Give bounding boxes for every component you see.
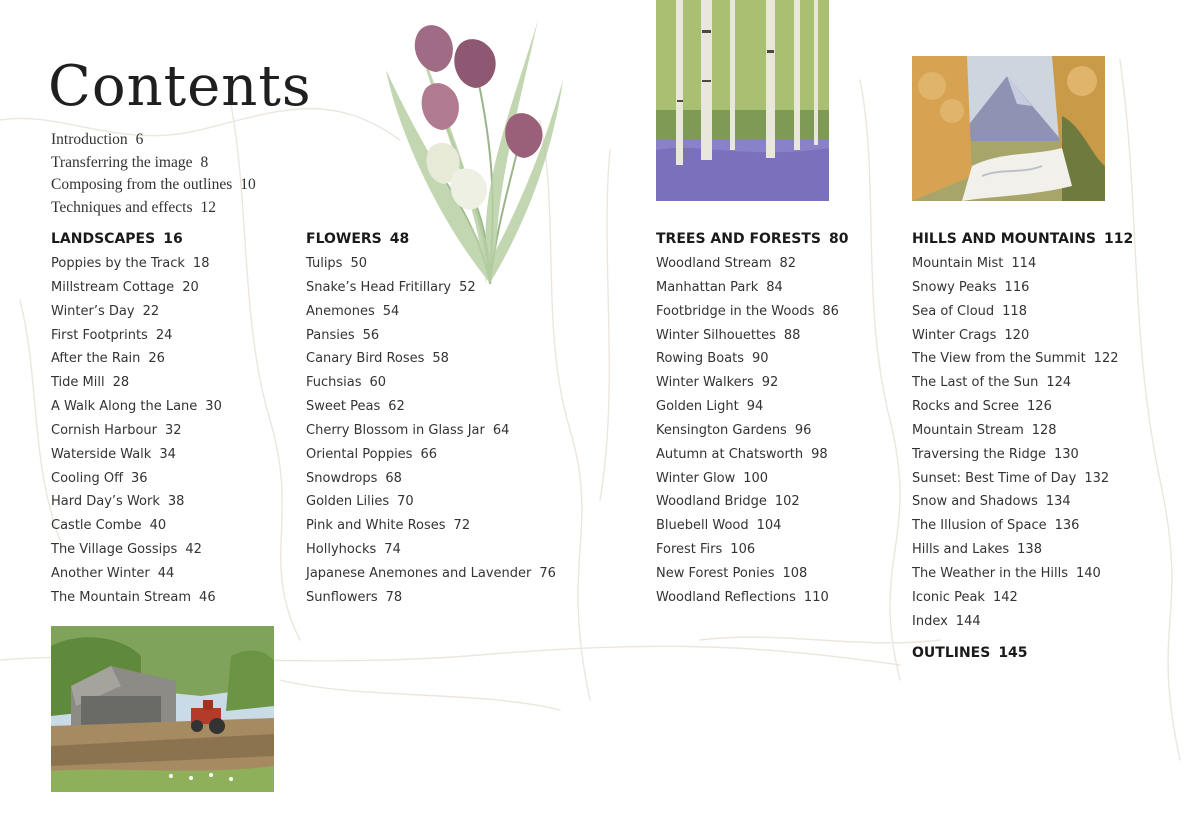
toc-entry[interactable] — [912, 371, 1162, 395]
entry-label: Pink and White Roses — [306, 518, 446, 534]
entry-label: Tulips — [306, 256, 343, 271]
entry-page: 44 — [157, 565, 175, 581]
entry-page: 30 — [205, 399, 222, 415]
entry-page: 92 — [761, 375, 779, 391]
toc-entry[interactable] — [656, 324, 906, 348]
entry-label: Hills and Lakes — [912, 542, 1010, 558]
toc-entry[interactable] — [656, 443, 906, 467]
toc-entry[interactable] — [51, 443, 301, 467]
section-heading[interactable] — [656, 228, 906, 250]
toc-entry[interactable] — [912, 324, 1162, 348]
toc-entry[interactable] — [306, 300, 556, 324]
entry-page: 120 — [1004, 327, 1030, 343]
entry-page: 98 — [811, 446, 828, 462]
entry-label: Traversing the Ridge — [912, 446, 1046, 462]
entry-page: 38 — [167, 494, 185, 510]
intro-item[interactable] — [51, 197, 291, 220]
toc-entry[interactable] — [51, 490, 301, 514]
toc-entry[interactable] — [656, 347, 906, 371]
entry-page: 114 — [1011, 256, 1037, 271]
entry-page: 46 — [199, 589, 216, 605]
entry-label: Rocks and Scree — [912, 399, 1020, 415]
entry-page: 58 — [432, 351, 449, 367]
entry-label: The Mountain Stream — [51, 589, 192, 605]
entry-label: The Illusion of Space — [912, 518, 1047, 534]
entry-page: 136 — [1054, 518, 1080, 534]
entry-page: 32 — [165, 422, 182, 438]
section-trees-and-forests — [656, 228, 906, 610]
entry-label: Fuchsias — [306, 375, 362, 391]
entry-page: 64 — [492, 422, 510, 438]
toc-entry[interactable] — [656, 514, 906, 538]
entry-label: Woodland Reflections — [656, 589, 796, 605]
toc-entry[interactable] — [306, 395, 556, 419]
entry-label: Rowing Boats — [656, 351, 744, 367]
outlines-heading[interactable] — [912, 642, 1162, 664]
toc-entry[interactable] — [306, 443, 556, 467]
entry-page: 24 — [155, 327, 173, 343]
toc-entry[interactable] — [912, 395, 1162, 419]
section-page: 16 — [163, 231, 183, 247]
entry-page: 42 — [185, 542, 202, 558]
entry-page: 126 — [1027, 399, 1052, 415]
entry-label: Mountain Mist — [912, 256, 1004, 271]
toc-entry[interactable] — [51, 324, 301, 348]
barn-tractor-painting — [51, 626, 274, 792]
entry-label: Winter Glow — [656, 470, 736, 486]
entry-page: 128 — [1031, 422, 1057, 438]
section-hills-and-mountains — [912, 228, 1162, 666]
toc-entry[interactable] — [912, 514, 1162, 538]
toc-entry[interactable] — [306, 467, 556, 491]
entry-page: 138 — [1017, 542, 1042, 558]
intro-item[interactable] — [51, 152, 291, 175]
entry-label: The Last of the Sun — [912, 375, 1039, 391]
entry-page: 134 — [1045, 494, 1071, 510]
intro-label: Transferring the image — [51, 153, 193, 171]
section-title: HILLS AND MOUNTAINS — [912, 231, 1096, 247]
entry-label: Snowdrops — [306, 470, 378, 486]
toc-entry[interactable] — [51, 371, 301, 395]
entry-label: Oriental Poppies — [306, 446, 413, 462]
entry-label: Pansies — [306, 327, 355, 343]
toc-entry[interactable] — [656, 371, 906, 395]
toc-entry[interactable] — [656, 276, 906, 300]
entry-page: 20 — [182, 279, 199, 295]
entry-label: Iconic Peak — [912, 589, 985, 605]
entry-label: Woodland Bridge — [656, 494, 767, 510]
entry-page: 40 — [149, 518, 167, 534]
entry-page: 72 — [453, 518, 471, 534]
entry-label: Sea of Cloud — [912, 303, 995, 319]
entry-label: Autumn at Chatsworth — [656, 446, 804, 462]
entry-page: 34 — [159, 446, 176, 462]
entry-label: Mountain Stream — [912, 422, 1024, 438]
mountain-stream-painting — [912, 56, 1105, 201]
toc-entry[interactable] — [912, 252, 1162, 276]
intro-list — [51, 129, 291, 219]
toc-entry[interactable] — [656, 252, 906, 276]
entry-label: Castle Combe — [51, 518, 142, 534]
entry-label: After the Rain — [51, 351, 141, 367]
entry-page: 108 — [782, 565, 808, 581]
entry-label: Cherry Blossom in Glass Jar — [306, 422, 485, 438]
entry-page: 104 — [756, 518, 782, 534]
toc-entry[interactable] — [306, 347, 556, 371]
entry-page: 74 — [384, 542, 401, 558]
intro-page: 8 — [200, 153, 209, 171]
entry-label: Snowy Peaks — [912, 279, 997, 295]
entry-page: 130 — [1054, 446, 1079, 462]
section-heading[interactable] — [912, 228, 1162, 250]
entry-page: 140 — [1076, 565, 1101, 581]
entry-label: The Village Gossips — [51, 542, 178, 558]
toc-entry[interactable] — [306, 538, 556, 562]
entry-label: Manhattan Park — [656, 279, 759, 295]
bluebell-wood-painting — [656, 0, 829, 201]
entry-label: Hollyhocks — [306, 542, 377, 558]
entry-page: 122 — [1093, 351, 1119, 367]
section-title: TREES AND FORESTS — [656, 231, 821, 247]
toc-entry[interactable] — [912, 610, 1162, 634]
entry-page: 102 — [774, 494, 800, 510]
entry-label: Sunset: Best Time of Day — [912, 470, 1077, 486]
toc-entry[interactable] — [51, 538, 301, 562]
section-heading[interactable] — [51, 228, 301, 250]
toc-entry[interactable] — [912, 562, 1162, 586]
entry-page: 36 — [131, 470, 148, 486]
entry-label: Golden Light — [656, 399, 739, 415]
entry-page: 106 — [730, 542, 756, 558]
intro-page: 12 — [200, 198, 217, 216]
toc-entry[interactable] — [51, 252, 301, 276]
intro-label: Composing from the outlines — [51, 176, 233, 194]
toc-entry[interactable] — [656, 490, 906, 514]
entry-label: Japanese Anemones and Lavender — [306, 565, 532, 581]
entry-label: Anemones — [306, 303, 375, 319]
entry-page: 18 — [192, 256, 210, 271]
toc-entry[interactable] — [306, 490, 556, 514]
entry-page: 88 — [783, 327, 801, 343]
entry-label: Waterside Walk — [51, 446, 152, 462]
section-landscapes — [51, 228, 301, 610]
entry-page: 86 — [822, 303, 839, 319]
intro-item[interactable] — [51, 174, 291, 197]
toc-entry[interactable] — [656, 562, 906, 586]
toc-entry[interactable] — [306, 419, 556, 443]
entry-page: 52 — [459, 279, 476, 295]
section-page: 145 — [998, 644, 1028, 661]
toc-entry[interactable] — [912, 490, 1162, 514]
toc-entry[interactable] — [306, 371, 556, 395]
entry-page: 94 — [746, 399, 764, 415]
toc-entry[interactable] — [912, 276, 1162, 300]
entry-page: 60 — [369, 375, 387, 391]
toc-entry[interactable] — [306, 324, 556, 348]
section-page: 112 — [1104, 231, 1134, 247]
intro-item[interactable] — [51, 129, 291, 152]
entry-label: New Forest Ponies — [656, 565, 775, 581]
entry-page: 66 — [420, 446, 437, 462]
toc-entry[interactable] — [51, 300, 301, 324]
fritillary-painting — [378, 0, 568, 285]
toc-entry[interactable] — [51, 419, 301, 443]
toc-entry[interactable] — [51, 395, 301, 419]
toc-entry[interactable] — [656, 395, 906, 419]
toc-entry[interactable] — [656, 300, 906, 324]
entry-label: The Weather in the Hills — [912, 565, 1069, 581]
section-page: 80 — [829, 231, 849, 247]
entry-label: Canary Bird Roses — [306, 351, 425, 367]
entry-label: Sweet Peas — [306, 399, 381, 415]
toc-entry[interactable] — [51, 467, 301, 491]
toc-entry[interactable] — [51, 586, 301, 610]
toc-entry[interactable] — [51, 276, 301, 300]
toc-entry[interactable] — [912, 467, 1162, 491]
entry-page: 56 — [362, 327, 380, 343]
toc-entry[interactable] — [51, 514, 301, 538]
entry-page: 96 — [794, 422, 812, 438]
entry-page: 62 — [388, 399, 405, 415]
entry-page: 68 — [385, 470, 402, 486]
section-flowers — [306, 228, 556, 610]
entry-page: 84 — [766, 279, 783, 295]
toc-entry[interactable] — [51, 347, 301, 371]
entry-page: 116 — [1004, 279, 1030, 295]
toc-entry[interactable] — [306, 562, 556, 586]
entry-page: 26 — [148, 351, 165, 367]
toc-entry[interactable] — [656, 538, 906, 562]
entry-page: 82 — [779, 256, 797, 271]
section-title: OUTLINES — [912, 644, 991, 661]
intro-page: 10 — [240, 176, 256, 194]
entry-page: 54 — [382, 303, 400, 319]
toc-entry[interactable] — [656, 586, 906, 610]
entry-page: 124 — [1046, 375, 1072, 391]
toc-entry[interactable] — [912, 586, 1162, 610]
entry-label: Cornish Harbour — [51, 422, 158, 438]
entry-page: 50 — [350, 256, 368, 271]
entry-page: 78 — [385, 589, 403, 605]
entry-label: Woodland Stream — [656, 256, 772, 271]
toc-entry[interactable] — [912, 347, 1162, 371]
entry-label: Forest Firs — [656, 542, 723, 558]
entry-label: Snow and Shadows — [912, 494, 1038, 510]
entry-page: 144 — [955, 613, 981, 629]
entry-label: A Walk Along the Lane — [51, 399, 198, 415]
entry-label: Sunflowers — [306, 589, 378, 605]
entry-page: 90 — [751, 351, 769, 367]
entry-label: Millstream Cottage — [51, 279, 175, 295]
entry-page: 22 — [142, 303, 160, 319]
entry-page: 142 — [992, 589, 1018, 605]
section-title: FLOWERS — [306, 231, 382, 247]
entry-label: Hard Day’s Work — [51, 494, 160, 510]
entry-page: 132 — [1084, 470, 1110, 486]
entry-page: 28 — [112, 375, 130, 391]
intro-page: 6 — [135, 131, 144, 148]
entry-label: Cooling Off — [51, 470, 124, 486]
entry-label: Poppies by the Track — [51, 256, 185, 271]
entry-label: Golden Lilies — [306, 494, 390, 510]
entry-label: The View from the Summit — [912, 351, 1086, 367]
entry-label: Winter Crags — [912, 327, 997, 343]
entry-page: 70 — [397, 494, 414, 510]
entry-page: 118 — [1002, 303, 1027, 319]
entry-label: Tide Mill — [51, 375, 105, 391]
toc-entry[interactable] — [306, 514, 556, 538]
entry-label: Winter’s Day — [51, 303, 135, 319]
page-title: Contents — [48, 54, 312, 119]
entry-label: Index — [912, 613, 948, 629]
toc-entry[interactable] — [656, 419, 906, 443]
toc-entry[interactable] — [912, 443, 1162, 467]
toc-entry[interactable] — [656, 467, 906, 491]
entry-label: Footbridge in the Woods — [656, 303, 815, 319]
toc-entry[interactable] — [51, 562, 301, 586]
toc-entry[interactable] — [306, 586, 556, 610]
intro-label: Techniques and effects — [51, 198, 193, 216]
toc-entry[interactable] — [912, 300, 1162, 324]
entry-label: Snake’s Head Fritillary — [306, 279, 452, 295]
entry-page: 100 — [743, 470, 769, 486]
section-title: LANDSCAPES — [51, 231, 156, 247]
entry-label: Winter Walkers — [656, 375, 754, 391]
section-page: 48 — [389, 231, 410, 247]
entry-label: First Footprints — [51, 327, 148, 343]
toc-entry[interactable] — [912, 419, 1162, 443]
toc-entry[interactable] — [912, 538, 1162, 562]
intro-label: Introduction — [51, 131, 128, 148]
entry-label: Bluebell Wood — [656, 518, 749, 534]
entry-page: 76 — [539, 565, 556, 581]
entry-label: Winter Silhouettes — [656, 327, 776, 343]
entry-label: Another Winter — [51, 565, 150, 581]
entry-label: Kensington Gardens — [656, 422, 787, 438]
entry-page: 110 — [803, 589, 829, 605]
